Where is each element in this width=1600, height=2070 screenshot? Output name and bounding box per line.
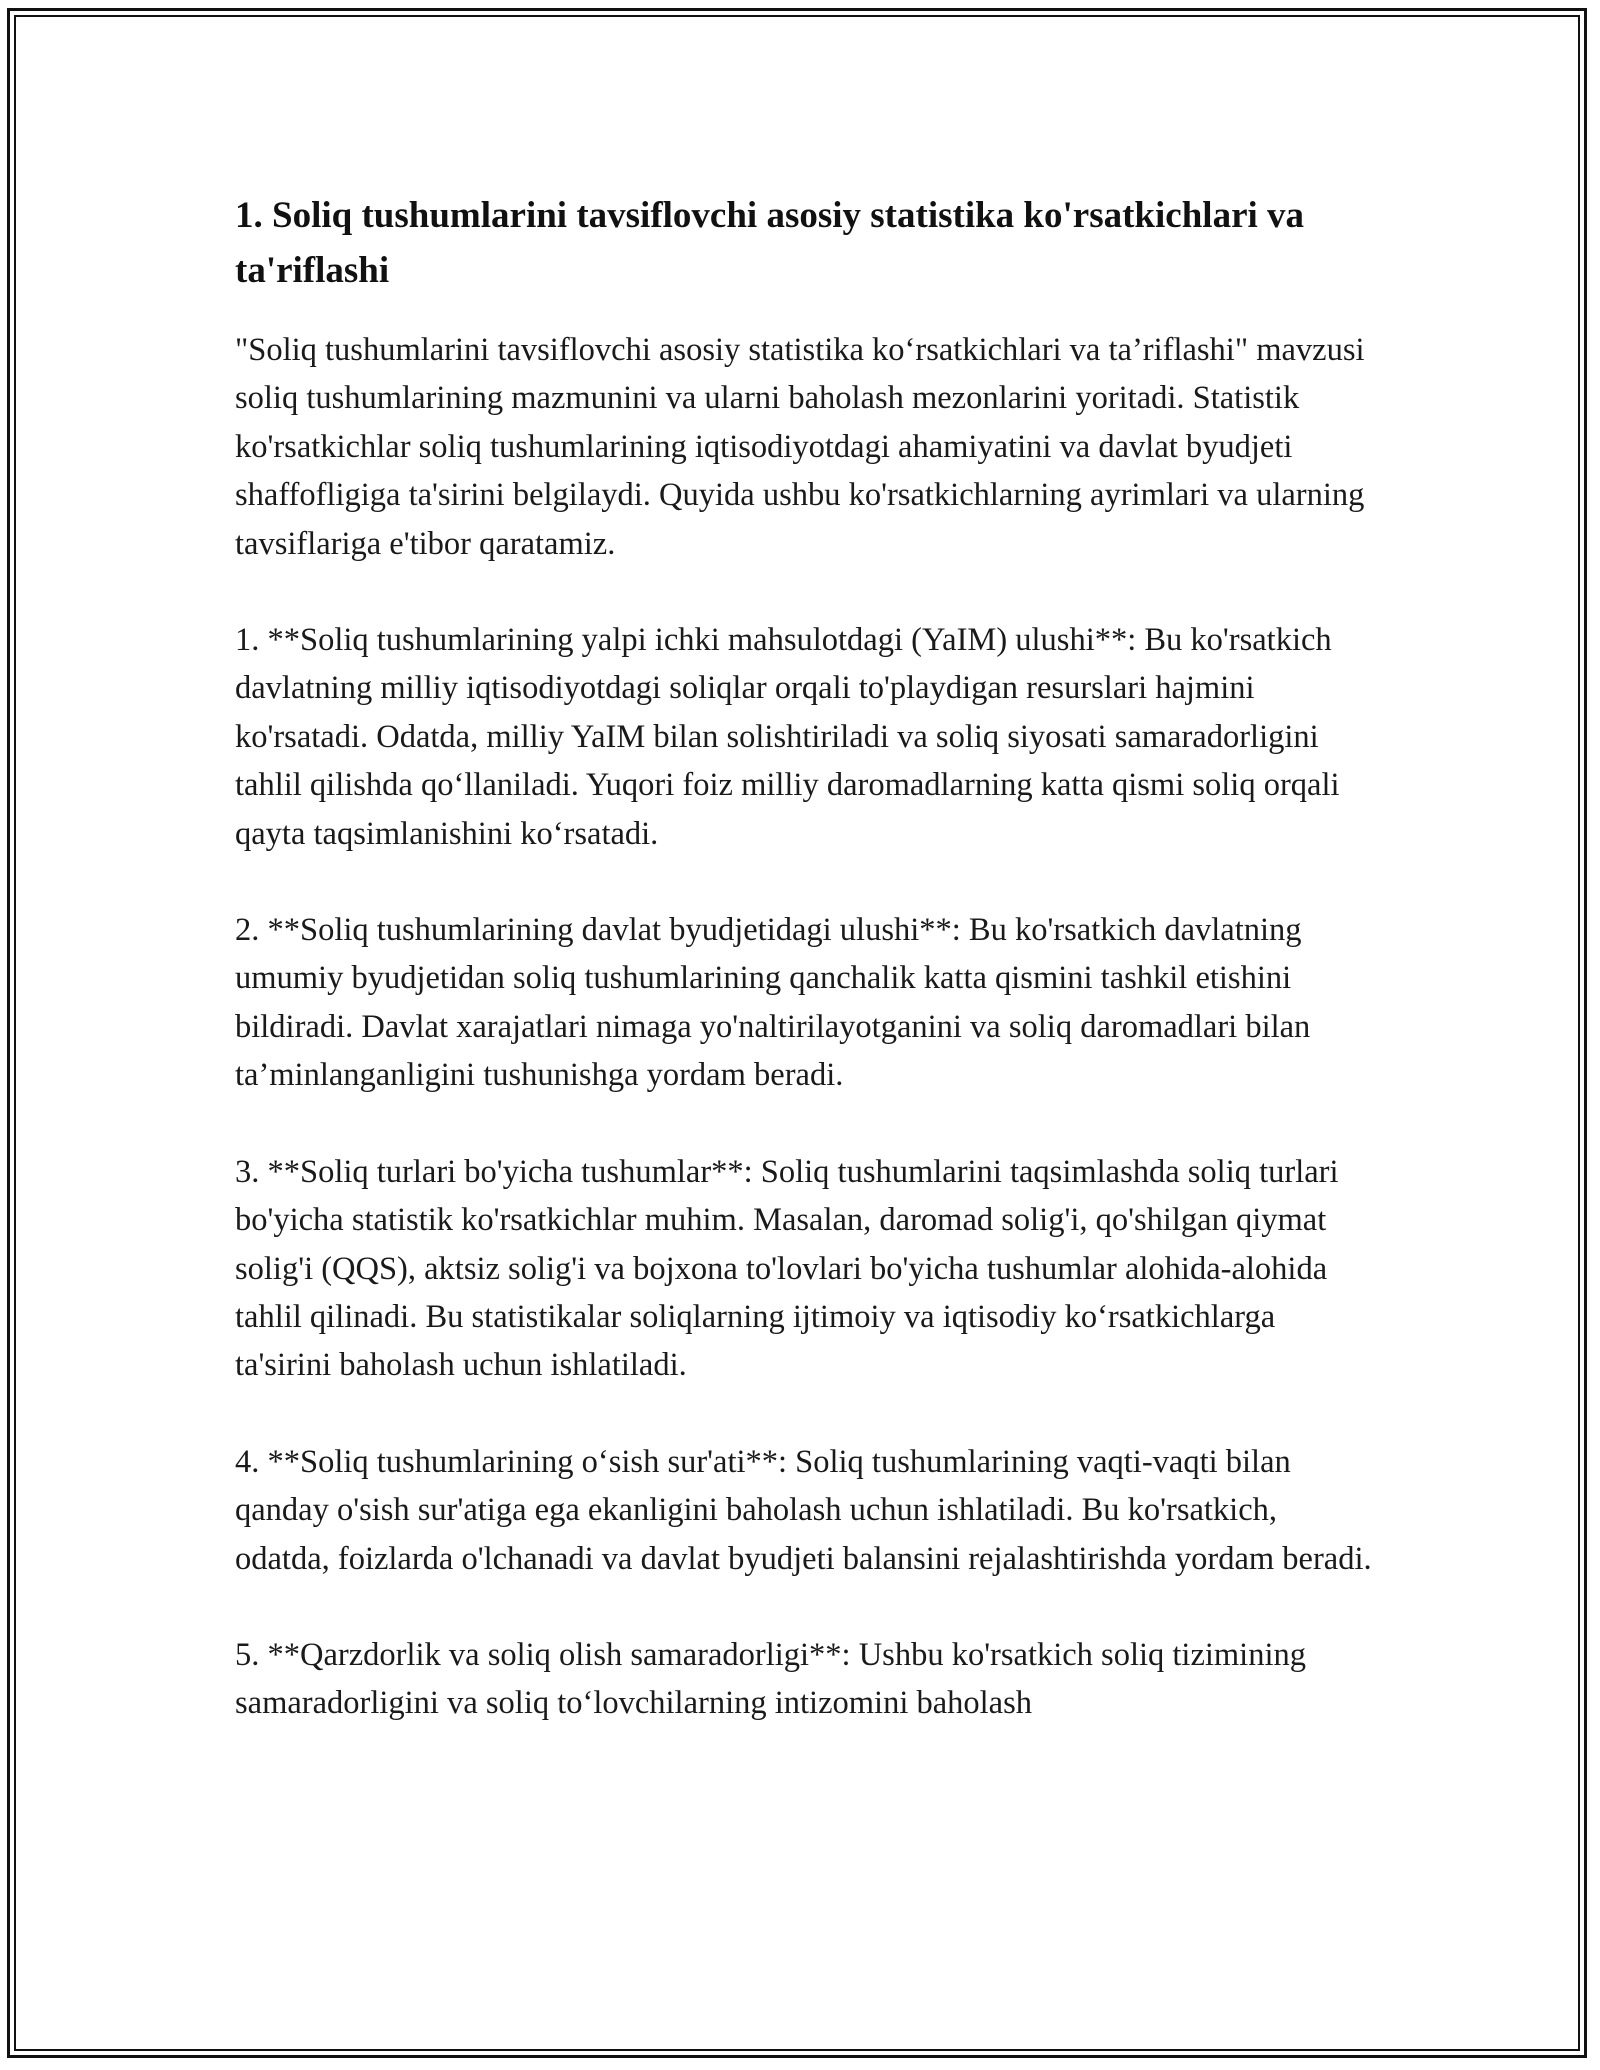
list-item-4-paragraph: 4. **Soliq tushumlarining o‘sish sur'ati**: Soliq tushumlarining vaqti-vaqti bilan qanday o'sish sur'atiga ega ekanligini baholash uchun ishlatiladi. Bu ko'rsatkich, odatda, foizlarda o'lchanadi va davlat byudjeti balansini rejalashtirishda yordam beradi. bbox=[235, 1443, 1372, 1577]
document-body bbox=[235, 188, 1375, 1776]
intro-paragraph: "Soliq tushumlarini tavsiflovchi asosiy statistika ko‘rsatkichlari va ta’riflashi" mavzusi soliq tushumlarining mazmunini va ularni baholash mezonlarini yoritadi. Statistik ko'rsatkichlar soliq tushumlarining iqtisodiyotdagi ahamiyatini va davlat byudjeti shaffofligiga ta'sirini belgilaydi. Quyida ushbu ko'rsatkichlarning ayrimlari va ularning tavsiflariga e'tibor qaratamiz. bbox=[235, 332, 1365, 562]
list-item-5-paragraph: 5. **Qarzdorlik va soliq olish samaradorligi**: Ushbu ko'rsatkich soliq tizimining samaradorligini va soliq to‘lovchilarning intizomini baholash bbox=[235, 1636, 1306, 1722]
list-item-3-paragraph: 3. **Soliq turlari bo'yicha tushumlar**: Soliq tushumlarini taqsimlashda soliq turlari bo'yicha statistik ko'rsatkichlar muhim. Masalan, daromad solig'i, qo'shilgan qiymat solig'i (QQS), aktsiz solig'i va bojxona to'lovlari bo'yicha tushumlar alohida-alohida tahlil qilinadi. Bu statistikalar soliqlarning ijtimoiy va iqtisodiy ko‘rsatkichlarga ta'sirini baholash uchun ishlatiladi. bbox=[235, 1153, 1339, 1384]
list-item-2-paragraph: 2. **Soliq tushumlarining davlat byudjetidagi ulushi**: Bu ko'rsatkich davlatning umumiy byudjetidan soliq tushumlarining qanchalik katta qismini tashkil etishini bildiradi. Davlat xarajatlari nimaga yo'naltirilayotganini va soliq daromadlari bilan ta’minlanganligini tushunishga yordam beradi. bbox=[235, 912, 1311, 1094]
section-heading: 1. Soliq tushumlarini tavsiflovchi asosiy statistika ko'rsatkichlari va ta'riflashi bbox=[235, 195, 1305, 291]
list-item-1-paragraph: 1. **Soliq tushumlarining yalpi ichki mahsulotdagi (YaIM) ulushi**: Bu ko'rsatkich davlatning milliy iqtisodiyotdagi soliqlar orqali to'playdigan resurslari hajmini ko'rsatadi. Odatda, milliy YaIM bilan solishtiriladi va soliq siyosati samaradorligini tahlil qilishda qo‘llaniladi. Yuqori foiz milliy daromadlarning katta qismi soliq orqali qayta taqsimlanishini ko‘rsatadi. bbox=[235, 622, 1340, 852]
